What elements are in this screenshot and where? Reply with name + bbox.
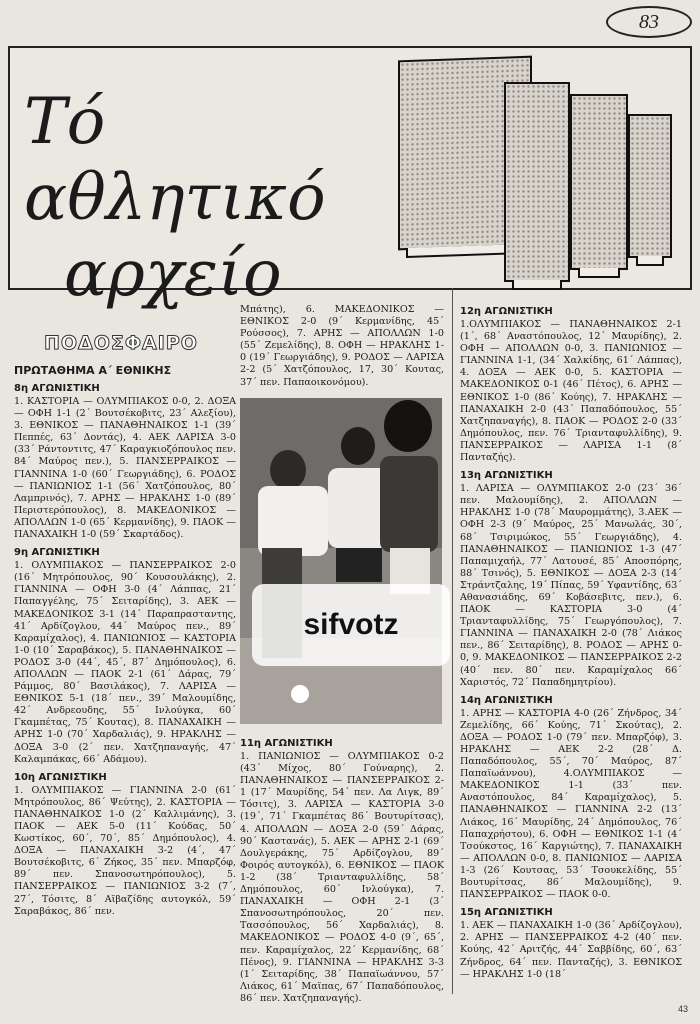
round-results: 1. ΠΑΝΙΩΝΙΟΣ — ΟΛΥΜΠΙΑΚΟΣ 0-2 (43΄ Μίχος, 80΄ Γούναρης), 2. ΠΑΝΑΘΗΝΑΙΚΟΣ — ΠΑΝΣΕΡΡΑΙΚΟΣ 2-1 (17΄ Μαυρίδης, 54΄ πεν. Λα Λιγκ, 89΄ Τόσιτς), 3. ΛΑΡΙΣΑ — ΚΑΣΤΟΡΙΑ 3-0 (19΄, 71΄ Γκαμπέτας 86΄ Βουτυρίτσας), 4. ΑΠΟΛΛΩΝ — ΔΟΞΑ 2-0 (59΄ Δάρας, 90΄ Καστανάς), 5. ΑΕΚ — ΑΡΗΣ 2-1 (69΄ Δουλγεράκης, 75΄ Αρδίζογλου, 89΄ Φοιρός αυτογκόλ), 6. ΕΘΝΙΚΟΣ — ΠΑΟΚ 1-2 (38΄ Τριανταφυλλίδης, 58΄ Δημόπουλος, 60΄ Ινλούγκα), 7. ΠΑΝΑΧΑΙΚΗ — ΟΦΗ 2-1 (3΄ Σπανοσωτηρόπουλος, 20΄ πεν. Τασσόπουλος, 56΄ Χαρδαλιάς), 8. ΜΑΚΕΔΟΝΙΚΟΣ — ΡΟΔΟΣ 4-0 (9΄, 65΄, πεν. Καραμίχαλος, 22΄ Κερμανίδης, 68΄ Πένος), 9. ΓΙΑΝΝΙΝΑ — ΗΡΑΚΛΗΣ 3-3 (1΄ Σειταρίδης, 38΄ Παπαϊωάννου, 57΄ Λιάκος, 61΄ Μαϊπας, 67΄ Παπαδόπουλος, 86΄ πεν. Χατζηπαναγής). xyxy=(240,751,444,1004)
round-heading: 12η ΑΓΩΝΙΣΤΙΚΗ xyxy=(460,306,553,317)
column-1 xyxy=(14,360,236,918)
title-line-1: Τό αθλητικό xyxy=(24,85,326,235)
round-results: 1. ΟΛΥΜΠΙΑΚΟΣ — ΠΑΝΣΕΡΡΑΙΚΟΣ 2-0 (16΄ Μητρόπουλος, 90΄ Κουσουλάκης), 2. ΓΙΑΝΝΙΝΑ — ΟΦΗ 3-0 (4΄ Λάππας, 21΄ Παπαγγέλης, 75΄ Σειταρίδης), 3. ΑΕΚ — ΜΑΚΕΔΟΝΙΚΟΣ 3-1 (14΄ Παραπρασταντης, 41΄ Αρδίζογλου, 44΄ Μαύρος πεν., 89΄ Καραμίχαλος), 4. ΠΑΝΙΩΝΙΟΣ — ΚΑΣΤΟΡΙΑ 1-0 (10΄ Σαραβάκος), 5. ΠΑΝΑΘΗΝΑΙΚΟΣ — ΡΟΔΟΣ 3-0 (44΄, 45΄, 87΄ Δημόπουλος), 6. ΑΠΟΛΛΩΝ — ΠΑΟΚ 2-1 (61΄ Δάρας, 79΄ Ράμμος, 80΄ Βασιλάκος), 7. ΛΑΡΙΣΑ — ΕΘΝΙΚΟΣ 5-1 (18΄ πεν., 39΄ Μαλουμίδης, 42΄ Ανδρεουδης, 55΄ Ινλούγκα, 60΄ Γκαμπέτας, 75΄ Κουτας), 8. ΠΑΝΑΧΑΙΚΗ — ΑΡΗΣ 1-0 (70΄ Χαρδαλιάς), 9. ΗΡΑΚΛΗΣ — ΔΟΞΑ 3-0 (2΄ πεν. Χατζηπαναγής, 47΄ Καλαμπάκας, 66΄ Αδάμου). xyxy=(14,560,236,765)
round-heading: 14η ΑΓΩΝΙΣΤΙΚΗ xyxy=(460,694,553,706)
football-players-image xyxy=(240,398,442,724)
book-2 xyxy=(504,82,570,282)
round-heading: 13η ΑΓΩΝΙΣΤΙΚΗ xyxy=(460,470,553,482)
round-heading: 8η ΑΓΩΝΙΣΤΙΚΗ xyxy=(14,383,100,394)
round-heading: 10η ΑΓΩΝΙΣΤΙΚΗ xyxy=(14,771,107,783)
handwritten-page-number: 83 xyxy=(606,6,692,38)
round-results-continued: Μπάτης), 6. ΜΑΚΕΔΟΝΙΚΟΣ — ΕΘΝΙΚΟΣ 2-0 (9΄ Κερμανίδης, 45΄ Ρούσσος), 7. ΑΡΗΣ — ΑΠΟΛΛΩΝ 1-0 (55΄ Ζεμελίδης), 8. ΟΦΗ — ΗΡΑΚΛΗΣ 1-0 (19΄ Γεωργιάδης), 9. ΡΟΔΟΣ — ΛΑΡΙΣΑ 2-2 (5΄ Χατζόπουλος, 17, 30΄ Κουτας, 37΄ πεν. Παπαοικονόμου). xyxy=(240,304,444,388)
round-heading: 11η ΑΓΩΝΙΣΤΙΚΗ xyxy=(240,738,333,749)
round-results: 1. ΚΑΣΤΟΡΙΑ — ΟΛΥΜΠΙΑΚΟΣ 0-0, 2. ΔΟΞΑ — ΟΦΗ 1-1 (2΄ Βουτσέκοβιτς, 23΄ Αλεξίου), 3. ΕΘΝΙΚΟΣ — ΠΑΝΑΘΗΝΑΙΚΟΣ 1-1 (39΄ Πεππές, 63΄ Δοντάς), 4. ΑΕΚ ΛΑΡΙΣΑ 3-0 (33΄ Ράντοντιτς, 47΄ Καραγκιοζόπουλος πεν. 84΄ Μαύρος πεν.), 5. ΠΑΝΣΕΡΡΑΙΚΟΣ — ΓΙΑΝΝΙΝΑ 1-0 (60΄ Γεωργιάδης), 6. ΡΟΔΟΣ — ΠΑΝΙΩΝΙΟΣ 1-1 (56΄ Χατζόπουλος, 80΄ Λαμπρινός), 7. ΑΡΗΣ — ΗΡΑΚΛΗΣ 1-0 (89΄ Περιστερόπουλος), 8. ΜΑΚΕΔΟΝΙΚΟΣ — ΑΠΟΛΛΩΝ 1-0 (65΄ Κερμανίδης), 9. ΠΑΟΚ — ΠΑΝΑΧΑΙΚΗ 1-0 (59΄ Σκαρτάδος). xyxy=(14,396,236,541)
round-results: 1. ΟΛΥΜΠΙΑΚΟΣ — ΓΙΑΝΝΙΝΑ 2-0 (61΄ Μητρόπουλος, 86΄ Ψεύτης), 2. ΚΑΣΤΟΡΙΑ — ΠΑΝΑΘΗΝΑΙΚΟΣ 1-0 (2΄ Καλλιμάνης), 3. ΠΑΟΚ — ΑΕΚ 5-0 (11΄ Κούδας, 50΄ Κωστίκος, 60΄, 70΄, 85΄ Δημόπουλος), 4. ΔΟΞΑ — ΠΑΝΑΧΑΙΚΗ 3-2 (4΄, 47΄ Βουτσέκοβιτς, 6΄ Ζήκος, 35΄ πεν. Μπαρζόφ, 89΄ πεν. Σπανοσωτηρόπουλος), 5. ΠΑΝΣΕΡΡΑΙΚΟΣ — ΠΑΝΙΩΝΙΟΣ 3-2 (7΄, 27΄, Τόσιτς, 8΄ Αϊβαζίδης αυτογκόλ, 59΄ Σαραβάκος, 86΄ πεν. xyxy=(14,784,236,917)
column-3 xyxy=(460,300,682,981)
title-line-2: αρχείο xyxy=(64,237,282,311)
competition-title: ΠΡΩΤΑΘΗΜΑ Α΄ ΕΘΝΙΚΗΣ xyxy=(14,364,172,377)
round-results: 1. ΛΑΡΙΣΑ — ΟΛΥΜΠΙΑΚΟΣ 2-0 (23΄ 36΄ πεν. Μαλουμίδης), 2. ΑΠΟΛΛΩΝ — ΗΡΑΚΛΗΣ 1-0 (78΄ Μαυρομμάτης), 3.ΑΕΚ — ΟΦΗ 2-3 (9΄ Μαύρος, 25΄ Μανωλάς, 30΄, 68΄ Τσιριμώκος, 55΄ Γεωργιάδης), 4. ΠΑΝΑΘΗΝΑΙΚΟΣ — ΠΑΝΙΩΝΙΟΣ 1-3 (47΄ Παπαμιχαήλ, 77΄ Λατουσέ, 85΄ Αποσπόρης, 88΄ Τσινός), 5. ΕΘΝΙΚΟΣ — ΔΟΞΑ 2-3 (14΄ Στράντζαλης, 19΄ Πίπας, 59΄ Υφαντίδης, 63΄ Αθανασιάδης, 69΄ Κοβάσεβιτς, πεν.), 6. ΠΑΟΚ — ΚΑΣΤΟΡΙΑ 3-0 (4΄ Τριανταφυλλίδης, 75΄ Γεωργόπουλος), 7. ΓΙΑΝΝΙΝΑ — ΠΑΝΑΧΑΙΚΗ 2-0 (78΄ Λιάκος πεν., 86΄ Σειταρίδης), 8. ΡΟΔΟΣ — ΑΡΗΣ 0-0, 9. ΜΑΚΕΔΟΝΙΚΟΣ — ΠΑΝΣΕΡΡΑΙΚΟΣ 2-2 (40΄ πεν. 80΄ πεν. Καραμίχαλος 66΄ Χαριστός, 72΄ Παπαδημητρίου). xyxy=(460,483,682,688)
round-results: 1. ΑΕΚ — ΠΑΝΑΧΑΙΚΗ 1-0 (36΄ Αρδίζογλου), 2. ΑΡΗΣ — ΠΑΝΣΕΡΡΑΙΚΟΣ 4-2 (40΄ πεν. Κούης, 42΄ Αριτζής, 44΄ Σαββίδης, 60΄, 63΄ Ζήνδρος, 64΄ πεν. Πανταζής), 3. ΕΘΝΙΚΟΣ — ΗΡΑΚΛΗΣ 1-0 (18΄ xyxy=(460,920,682,980)
column-divider xyxy=(452,288,453,994)
printed-page-number: 43 xyxy=(677,1004,688,1014)
round-results: 1.ΟΛΥΜΠΙΑΚΟΣ — ΠΑΝΑΘΗΝΑΙΚΟΣ 2-1 (1΄, 68΄ Αναστόπουλος, 12΄ Μαυρίδης), 2. ΟΦΗ — ΑΠΟΛΛΩΝ 0-0, 3. ΠΑΝΙΩΝΙΟΣ — ΓΙΑΝΝΙΝΑ 1-1, (34΄ Χαλκίδης, 61΄ Λάππας), 4. ΔΟΞΑ — ΑΕΚ 0-0, 5. ΚΑΣΤΟΡΙΑ — ΜΑΚΕΔΟΝΙΚΟΣ 0-1 (46΄ Πέτος), 6. ΑΡΗΣ — ΕΘΝΙΚΟΣ 1-0 (86΄ Κούης), 7. ΗΡΑΚΛΗΣ — ΠΑΝΑΧΑΙΚΗ 2-0 (43΄ Παπαδόπουλος, 55΄ Χατζηπαναγής), 8. ΠΑΟΚ — ΡΟΔΟΣ 2-0 (33΄ Δημόπουλος, πεν. 76΄ Τριανταφυλλίδης), 9. ΠΑΝΣΕΡΡΑΙΚΟΣ — ΛΑΡΙΣΑ 1-1 (8΄ Πανταζής). xyxy=(460,319,682,464)
round-results: 1. ΑΡΗΣ — ΚΑΣΤΟΡΙΑ 4-0 (26΄ Ζήνδρος, 34΄ Ζεμελίδης, 66΄ Κούης, 71΄ Σκούτας), 2. ΔΟΞΑ — ΡΟΔΟΣ 1-0 (79΄ πεν. Μπαρζόφ), 3. ΗΡΑΚΛΗΣ — ΑΕΚ 2-2 (28΄ Δ. Παπαδόπουλος, 55΄, 70΄ Μαύρος, 87΄ Παπαϊωάννου), 4.ΟΛΥΜΠΙΑΚΟΣ — ΜΑΚΕΔΟΝΙΚΟΣ 1-1 (33΄ πεν. Αναστόπουλος, 84΄ Καραμίχαλος), 5. ΠΑΝΑΘΗΝΑΙΚΟΣ — ΓΙΑΝΝΙΝΑ 2-2 (13΄ Λιάκος, 16΄ Μαυρίδης, 24΄ Δημόπουλος, 76΄ Παπαχρήστου), 6. ΟΦΗ — ΕΘΝΙΚΟΣ 1-1 (4΄ Τσούκστος, 16΄ Καργιώτης), 7. ΠΑΝΑΧΑΙΚΗ — ΑΠΟΛΛΩΝ 0-0, 8. ΠΑΝΙΩΝΙΟΣ — ΛΑΡΙΣΑ 1-3 (26΄ Κουτσας, 53΄ Τσουκελίδης, 55΄ Βουτυρίτσας, 86΄ Μαλουμίδης), 9. ΠΑΝΣΕΡΡΑΙΚΟΣ — ΠΑΟΚ 0-0. xyxy=(460,707,682,901)
books-illustration xyxy=(394,54,674,284)
football-photo xyxy=(240,398,442,724)
book-3 xyxy=(570,94,628,270)
page-title xyxy=(24,84,424,312)
watermark: sifvotz xyxy=(252,584,450,666)
round-heading: 15η ΑΓΩΝΙΣΤΙΚΗ xyxy=(460,907,553,919)
section-label: ΠΟΔΟΣΦΑΙΡΟ xyxy=(44,332,198,354)
round-heading: 9η ΑΓΩΝΙΣΤΙΚΗ xyxy=(14,547,100,559)
header-box xyxy=(8,46,692,311)
book-4 xyxy=(628,114,672,258)
column-2-top xyxy=(240,304,444,389)
column-2-bottom xyxy=(240,732,444,1005)
